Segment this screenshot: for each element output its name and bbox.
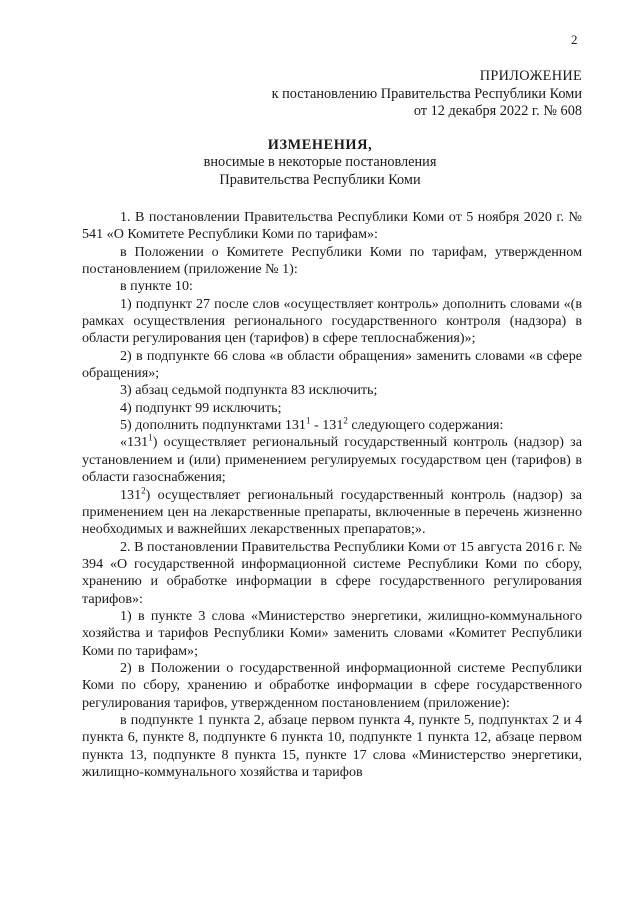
page-number: 2 <box>571 32 578 47</box>
superscript: 2 <box>343 415 348 426</box>
paragraph: 2. В постановлении Правительства Республики Коми от 15 августа 2016 г. № 394 «О государственной информационной системе Республики Коми по сбору, хранению и обработке информации в сфере государственного регулирования тарифов»: <box>82 538 582 607</box>
document-heading <box>0 137 640 189</box>
paragraph: 2) в Положении о государственной информационной системе Республики Коми по сбору, хранению и обработке информации в сфере государственного регулирования тарифов, утвержденном постановлением (приложение): <box>82 659 582 711</box>
paragraph <box>82 484 582 539</box>
appendix-date: от 12 декабря 2022 г. № 608 <box>413 103 582 120</box>
heading-title: ИЗМЕНЕНИЯ, <box>267 137 373 153</box>
paragraph: в Положении о Комитете Республики Коми по тарифам, утвержденном постановлением (приложение № 1): <box>82 243 582 278</box>
text-span: ) осуществляет региональный государственный контроль (надзор) за применением цен на лекарственные препараты, включенные в перечень жизненно необходимых и важнейших лекарственных препаратов;». <box>82 486 582 538</box>
text-span: - 131 <box>310 417 344 434</box>
document-body <box>82 209 582 781</box>
paragraph: 4) подпункт 99 исключить; <box>120 399 282 416</box>
paragraph: 2) в подпункте 66 слова «в области обращения» заменить словами «в сфере обращения»; <box>82 347 582 382</box>
text-span: «131 <box>120 434 149 451</box>
appendix-resolution: к постановлению Правительства Республики Коми <box>271 85 582 102</box>
superscript: 1 <box>148 432 153 443</box>
text-span: 5) дополнить подпунктами 131 <box>120 417 306 434</box>
paragraph: в пункте 10: <box>120 278 193 295</box>
paragraph: в подпункте 1 пункта 2, абзаце первом пункта 4, пункте 5, подпунктах 2 и 4 пункта 6, пункте 8, подпункте 6 пункта 10, подпункте 1 пункта 12, абзаце первом пункта 13, подпункте 8 пункта 15, пункте 17 слова «Министерство энергетики, жилищно-коммунального хозяйства и тарифов <box>82 711 582 780</box>
appendix-block <box>272 68 582 121</box>
superscript: 1 <box>305 415 311 426</box>
paragraph: 1) подпункт 27 после слов «осуществляет контроль» дополнить словами «(в рамках осуществления регионального государственного контроля (надзора) в области регулирования цен (тарифов) в сфере теплоснабжения)»; <box>82 295 582 347</box>
paragraph: 3) абзац седьмой подпункта 83 исключить; <box>120 382 378 399</box>
text-span: ) осуществляет региональный государственный контроль (надзор) за установлением и (или) применением регулируемых государством цен (тарифов) в области газоснабжения; <box>82 434 582 486</box>
paragraph <box>82 434 582 486</box>
paragraph: 1. В постановлении Правительства Республики Коми от 5 ноября 2020 г. № 541 «О Комитете Республики Коми по тарифам»: <box>82 209 582 243</box>
appendix-title: ПРИЛОЖЕНИЕ <box>479 68 582 84</box>
paragraph <box>82 417 582 434</box>
text-span: 131 <box>120 486 142 503</box>
heading-subtitle-1: вносимые в некоторые постановления <box>203 154 437 171</box>
text-span: следующего содержания: <box>347 417 504 434</box>
paragraph: 1) в пункте 3 слова «Министерство энергетики, жилищно-коммунального хозяйства и тарифов Республики Коми» заменить словами «Комитет Республики Коми по тарифам»; <box>82 607 582 659</box>
heading-subtitle-2: Правительства Республики Коми <box>219 171 421 188</box>
superscript: 2 <box>141 484 146 495</box>
